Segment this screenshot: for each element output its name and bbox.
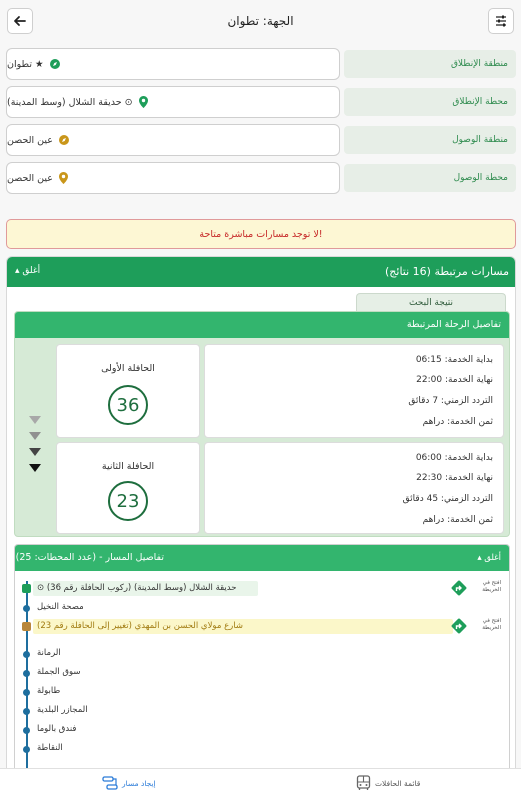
- route-stop: [15, 600, 509, 616]
- connected-trip-panel: [14, 311, 510, 537]
- bus-2-start: بداية الخدمة: 06:00: [415, 453, 493, 463]
- arrow-left-icon: [13, 14, 27, 28]
- start-zone-value: ★ تطوان: [7, 58, 44, 70]
- bus-2-number: 23: [108, 481, 148, 521]
- stop-dot: [23, 651, 30, 658]
- route-stop: [15, 646, 509, 662]
- stop-name: الرمانة: [37, 648, 61, 658]
- start-station-value: ⊙ حديقة الشلال (وسط المدينة): [7, 96, 133, 108]
- end-zone-value: عين الحصن: [7, 134, 53, 146]
- stop-dot: [23, 708, 30, 715]
- bus-1-card[interactable]: [56, 344, 200, 438]
- bus-1-frequency: التردد الزمني: 7 دقائق: [408, 396, 493, 406]
- top-bar: [0, 0, 521, 42]
- connected-trip-header: [15, 312, 509, 338]
- route-stop-transfer: [15, 619, 509, 635]
- results-title: مسارات مرتبطة (16 نتائج): [384, 265, 509, 278]
- end-station-value: عين الحصن: [7, 172, 53, 184]
- route-icon: [102, 775, 118, 791]
- open-in-map-button[interactable]: [451, 617, 501, 637]
- route-details-title: تفاصيل المسار - (عدد المحطات: 25): [15, 552, 164, 563]
- stop-dot: [23, 605, 30, 612]
- bus-icon: [356, 775, 371, 791]
- nav-bus-list-label: قائمة الحافلات: [375, 778, 421, 788]
- compass-icon: [59, 135, 69, 145]
- stop-name: سوق الجملة: [37, 667, 81, 677]
- end-zone-field[interactable]: [6, 124, 340, 156]
- bus-2-name: الحافلة الثانية: [101, 461, 155, 472]
- back-button[interactable]: [7, 8, 33, 34]
- stop-name: طابولة: [37, 686, 61, 696]
- pin-icon: [59, 172, 68, 184]
- sliders-icon: [494, 14, 508, 28]
- route-details-header[interactable]: [15, 545, 509, 571]
- nav-find-route-label: إيجاد مسار: [122, 778, 156, 788]
- route-collapse-button[interactable]: ▴ أغلق: [477, 553, 501, 563]
- stop-dot: [23, 670, 30, 677]
- directions-icon: [451, 580, 467, 596]
- stop-name: النقاطة: [37, 743, 63, 753]
- nav-bus-list[interactable]: [356, 775, 420, 791]
- results-panel: [6, 256, 516, 776]
- route-details-panel: [14, 544, 510, 776]
- board-marker-icon: [22, 584, 31, 593]
- transfer-marker-icon: [22, 622, 31, 631]
- chevron-down-icon: [29, 432, 41, 440]
- filter-button[interactable]: [488, 8, 514, 34]
- start-zone-field[interactable]: [6, 48, 340, 80]
- start-station-label: محطة الإنطلاق: [344, 88, 516, 116]
- chevron-down-icon: [29, 464, 41, 472]
- stop-dot: [23, 689, 30, 696]
- open-in-map-label: افتح في الخريطة: [482, 580, 501, 593]
- connected-trip-title: تفاصيل الرحلة المرتبطة: [406, 319, 501, 330]
- chevron-down-icon: [29, 416, 41, 424]
- bus-1-end: نهاية الخدمة: 22:00: [416, 375, 493, 385]
- bus-2-info: [204, 442, 504, 534]
- start-zone-row: [6, 48, 516, 80]
- open-in-map-button[interactable]: [451, 579, 501, 599]
- bottom-nav: [0, 768, 521, 800]
- stop-name: ⊙ حديقة الشلال (وسط المدينة) (ركوب الحافلة رقم 36): [37, 583, 237, 593]
- end-station-row: [6, 162, 516, 194]
- end-zone-row: [6, 124, 516, 156]
- route-stop: [15, 703, 509, 719]
- start-station-row: [6, 86, 516, 118]
- bus-2-price: ثمن الخدمة: دراهم: [422, 515, 493, 525]
- bus-1-number: 36: [108, 385, 148, 425]
- route-stop: [15, 741, 509, 757]
- bus-2-card[interactable]: [56, 442, 200, 534]
- bus-2-frequency: التردد الزمني: 45 دقائق: [402, 494, 493, 504]
- end-station-field[interactable]: [6, 162, 340, 194]
- bus-1-name: الحافلة الأولى: [101, 363, 155, 374]
- results-collapse-button[interactable]: ▴ أغلق: [15, 266, 41, 276]
- route-stop: [15, 665, 509, 681]
- stop-dot: [23, 746, 30, 753]
- compass-icon: [50, 59, 60, 69]
- end-station-label: محطة الوصول: [344, 164, 516, 192]
- route-stop: [15, 684, 509, 700]
- stop-name: شارع مولاي الحسن بن المهدي (تغيير إلى الحافلة رقم 23): [37, 621, 243, 631]
- bus-1-start: بداية الخدمة: 06:15: [415, 355, 493, 365]
- no-direct-routes-alert: لا توجد مسارات مباشرة متاحة!: [6, 219, 516, 249]
- stop-dot: [23, 727, 30, 734]
- results-header[interactable]: [7, 257, 516, 287]
- route-stop-boarding: [15, 581, 509, 597]
- start-station-field[interactable]: [6, 86, 340, 118]
- start-zone-label: منطقة الإنطلاق: [344, 50, 516, 78]
- directions-icon: [451, 618, 467, 634]
- chevron-down-icon: [29, 448, 41, 456]
- stop-name: المجازر البلدية: [37, 705, 88, 715]
- open-in-map-label: افتح في الخريطة: [482, 618, 501, 631]
- tab-search-result[interactable]: نتيجة البحث: [356, 293, 506, 311]
- nav-find-route[interactable]: [102, 775, 156, 791]
- stop-name: مصحة النخيل: [37, 602, 84, 612]
- pin-icon: [139, 96, 148, 108]
- end-zone-label: منطقة الوصول: [344, 126, 516, 154]
- route-stop: [15, 722, 509, 738]
- stop-name: فندق بالوما: [37, 724, 77, 734]
- page-title: الجهة: تطوان: [227, 14, 294, 28]
- bus-1-price: ثمن الخدمة: دراهم: [422, 417, 493, 427]
- bus-2-end: نهاية الخدمة: 22:30: [416, 473, 493, 483]
- bus-1-info: [204, 344, 504, 438]
